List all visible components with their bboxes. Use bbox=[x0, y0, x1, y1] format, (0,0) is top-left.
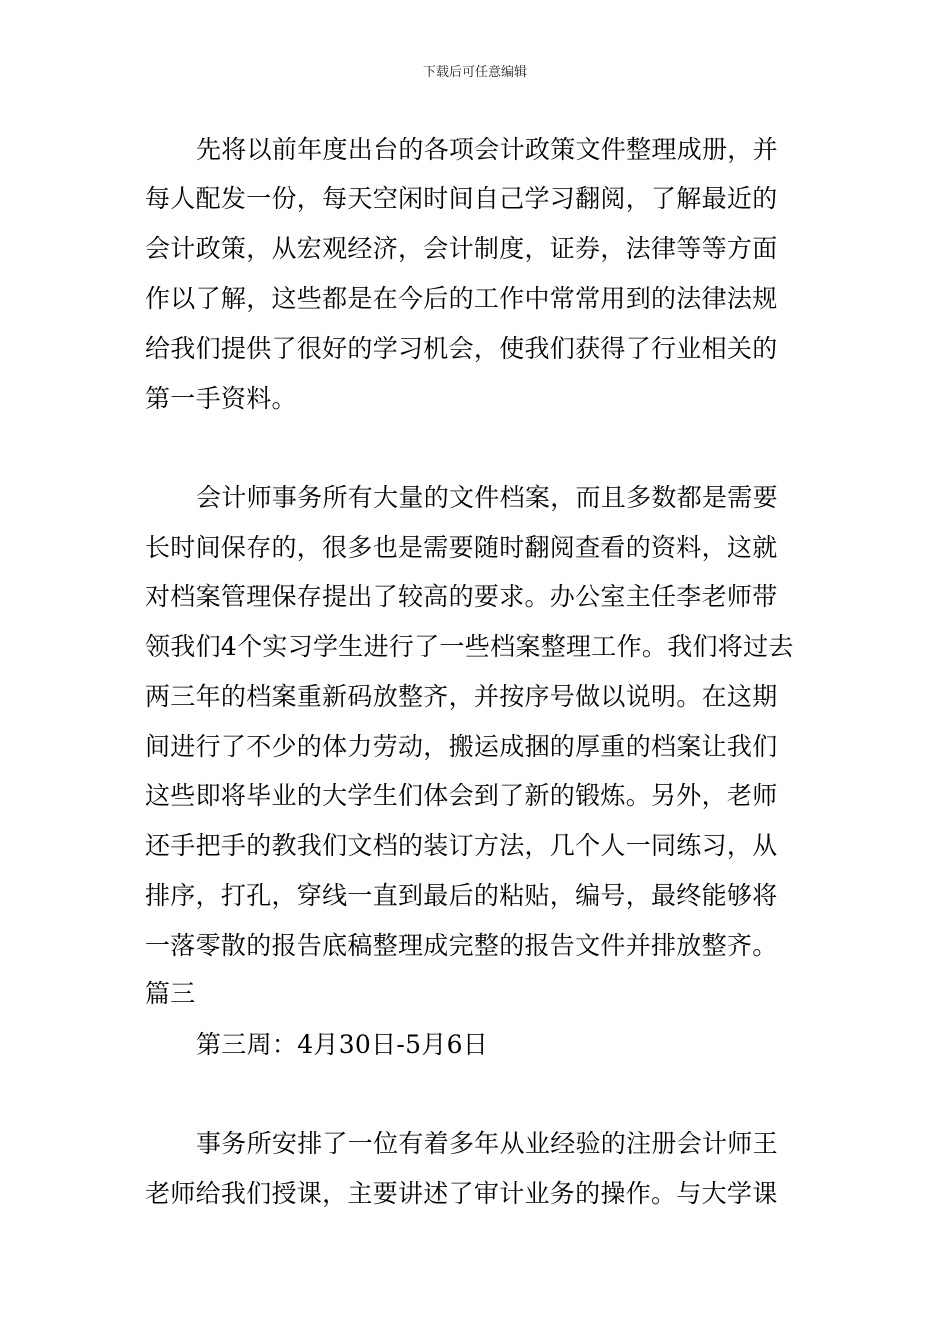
text-line: 作以了解，这些都是在今后的工作中常常用到的法律法规 bbox=[145, 284, 778, 313]
text-line: 一落零散的报告底稿整理成完整的报告文件并排放整齐。 bbox=[145, 931, 778, 960]
text-line: 间进行了不少的体力劳动，搬运成捆的厚重的档案让我们 bbox=[145, 732, 778, 761]
text-line: 事务所安排了一位有着多年从业经验的注册会计师王 bbox=[196, 1129, 778, 1158]
text-line: 会计师事务所有大量的文件档案，而且多数都是需要 bbox=[196, 483, 778, 512]
text-line: 长时间保存的，很多也是需要随时翻阅查看的资料，这就 bbox=[145, 533, 778, 562]
text-line: 老师给我们授课，主要讲述了审计业务的操作。与大学课 bbox=[145, 1179, 778, 1208]
text-line: 先将以前年度出台的各项会计政策文件整理成册，并 bbox=[196, 135, 778, 164]
text-line: 还手把手的教我们文档的装订方法，几个人一同练习，从 bbox=[145, 831, 778, 860]
text-line: 这些即将毕业的大学生们体会到了新的锻炼。另外，老师 bbox=[145, 781, 778, 810]
text-line: 每人配发一份，每天空闲时间自己学习翻阅，了解最近的 bbox=[145, 184, 778, 213]
text-line: 两三年的档案重新码放整齐，并按序号做以说明。在这期 bbox=[145, 682, 778, 711]
text-line: 领我们4个实习学生进行了一些档案整理工作。我们将过去 bbox=[145, 632, 794, 661]
text-line: 对档案管理保存提出了较高的要求。办公室主任李老师带 bbox=[145, 582, 778, 611]
text-line: 会计政策，从宏观经济，会计制度，证券，法律等等方面 bbox=[145, 234, 778, 263]
page-header: 下载后可任意编辑 bbox=[422, 65, 527, 80]
text-line: 第一手资料。 bbox=[145, 384, 297, 413]
week-heading: 第三周：4月30日-5月6日 bbox=[196, 1030, 489, 1059]
section-title: 篇三 bbox=[145, 979, 196, 1008]
text-line: 给我们提供了很好的学习机会，使我们获得了行业相关的 bbox=[145, 334, 778, 363]
text-line: 排序，打孔，穿线一直到最后的粘贴，编号，最终能够将 bbox=[145, 881, 778, 910]
